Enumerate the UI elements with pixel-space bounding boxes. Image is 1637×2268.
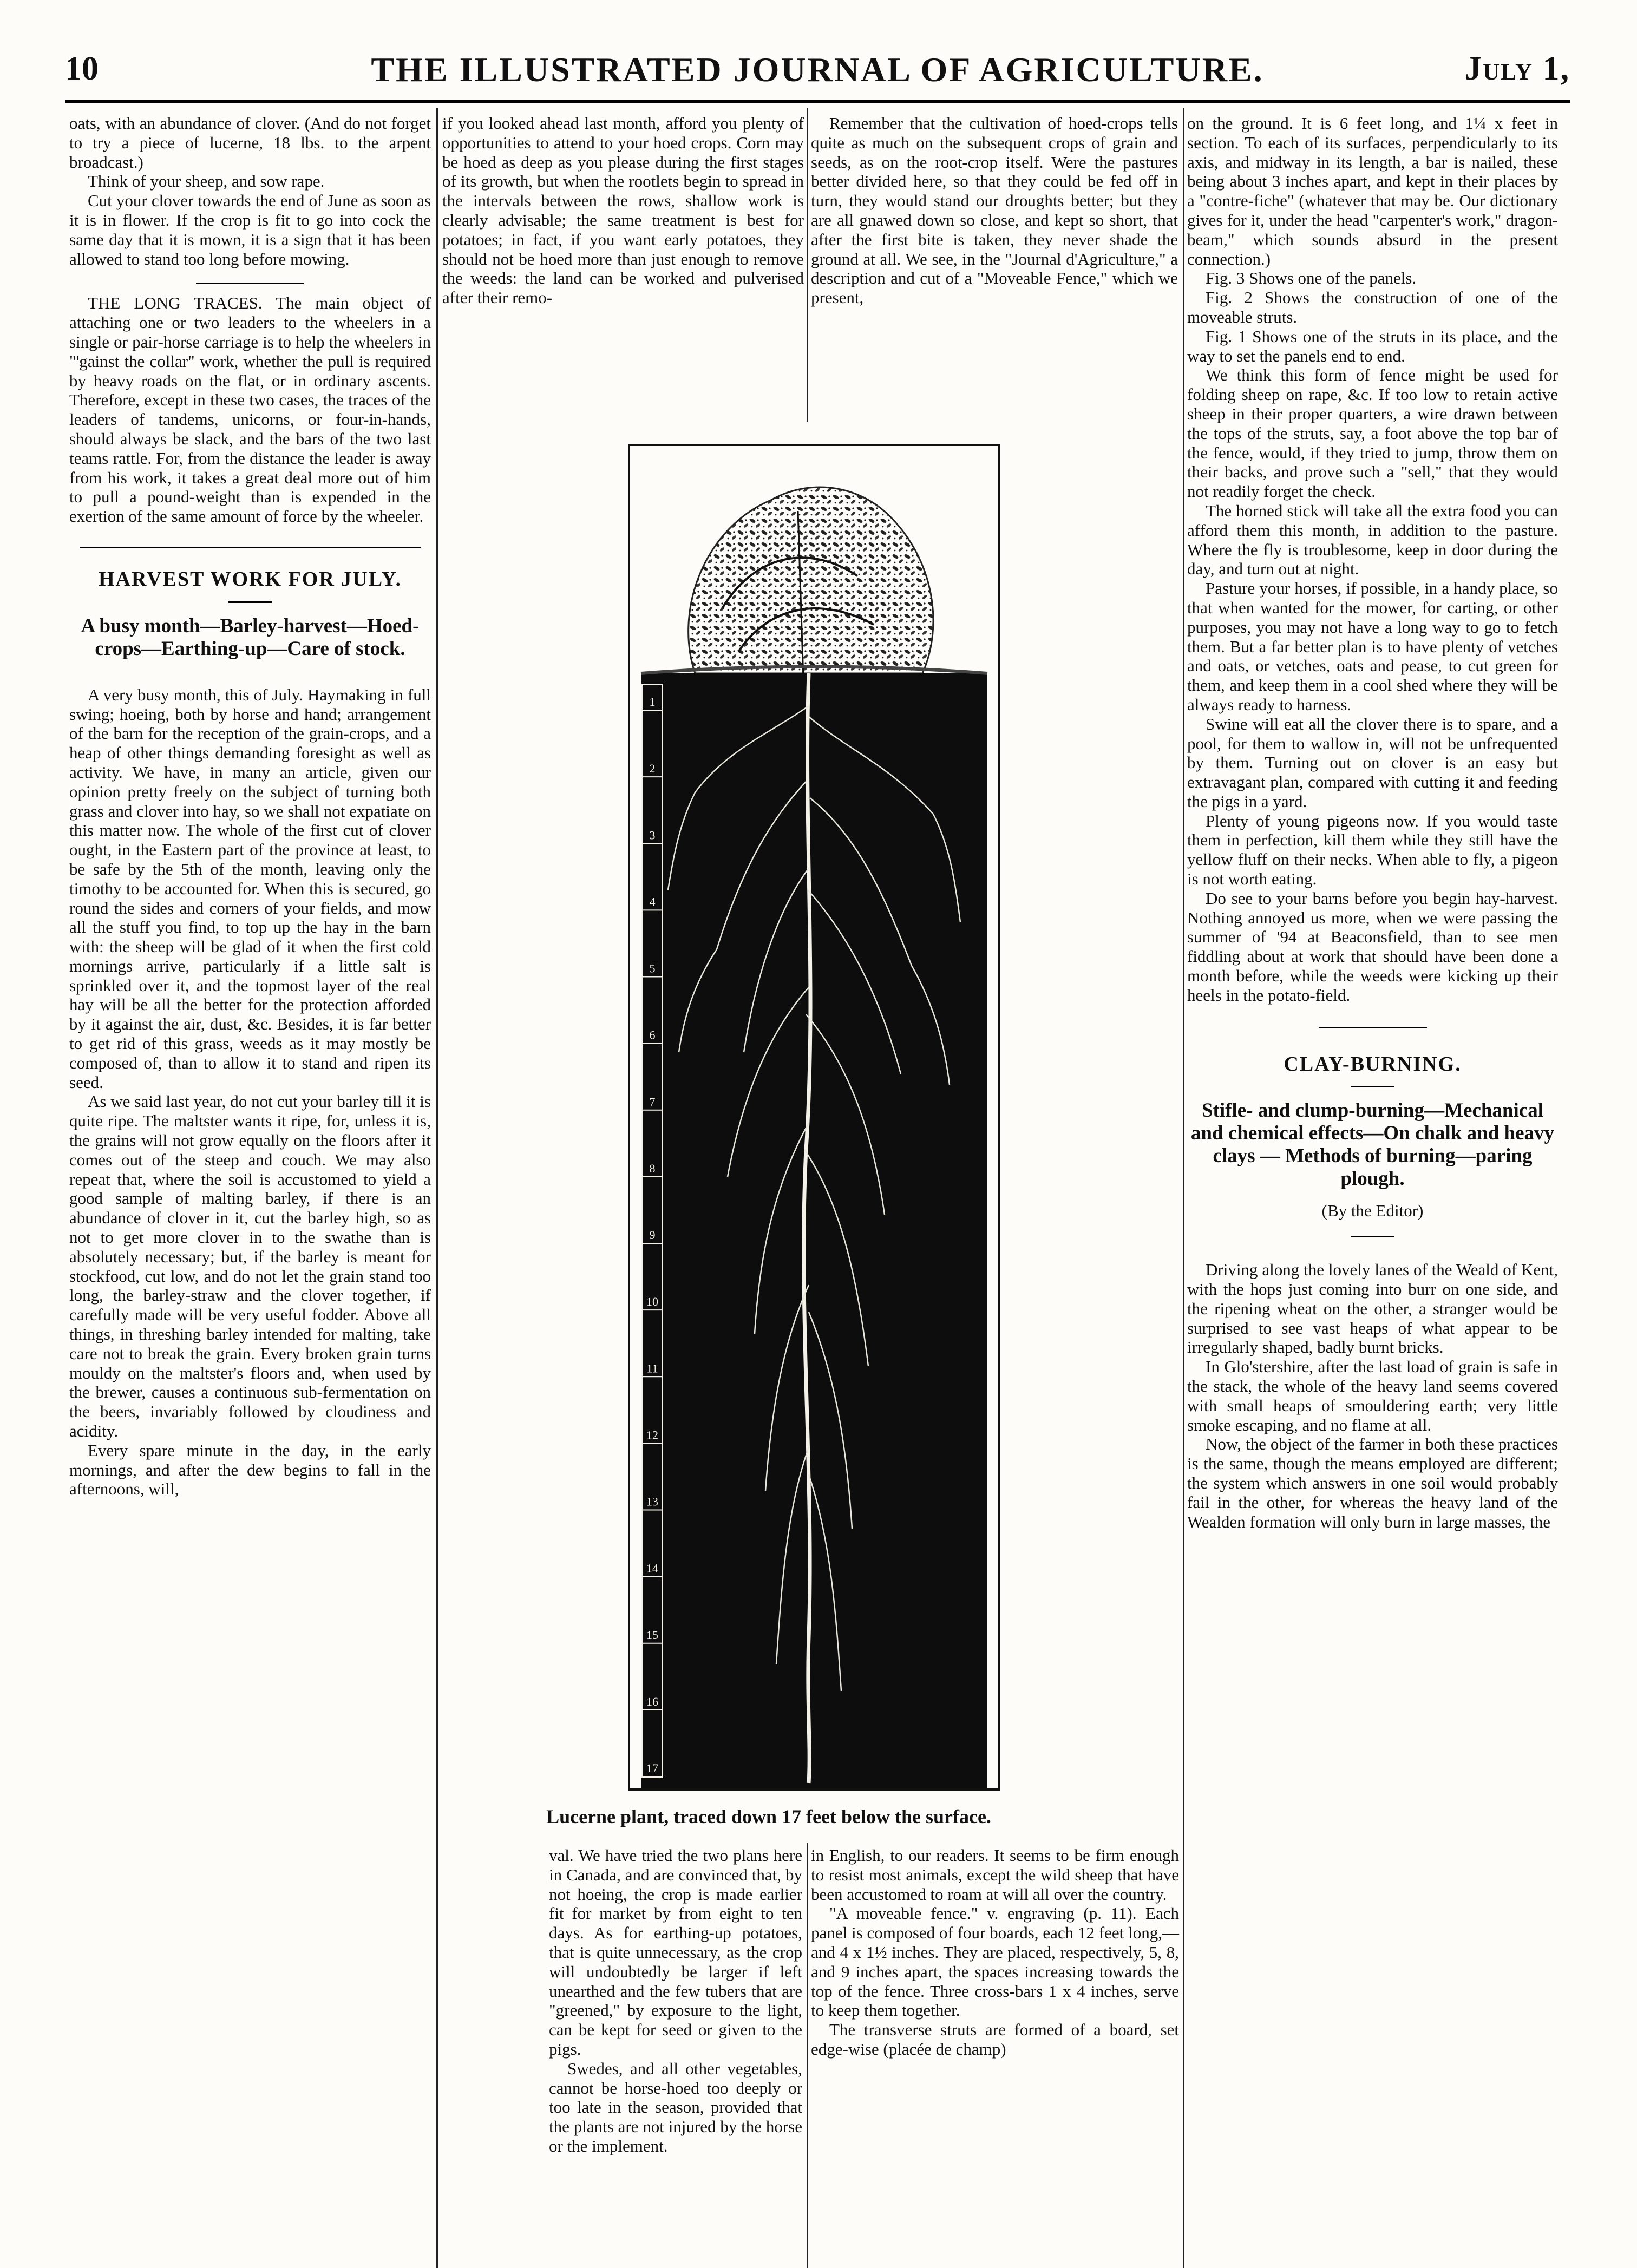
section-rule	[80, 547, 421, 548]
paragraph: Do see to your barns before you begin hay-harvest. Nothing annoyed us more, when we were passing the summer of '94 at Beaconsfield, than to see men fiddling about at work that should have been done a month before, while the weeds were kicking up their heels in the potato-field.	[1187, 888, 1558, 1005]
paragraph: on the ground. It is 6 feet long, and 1¼ x feet in section. To each of its surfaces, perpendicularly to its axis, and midway in its length, a bar is nailed, these being about 3 inches apart, and kept in their places by a "contre-fiche" (whatever that may be. Our dictionary gives for it, under the head "carpenter's work," dragon-beam," which sounds absurd in the present connection.)	[1187, 114, 1558, 268]
paragraph: if you looked ahead last month, afford you plenty of opportunities to attend to your hoed crops. Corn may be hoed as deep as you please during the first stages of its growth, but when the rootlets begin to spread in the intervals between the rows, shallow work is clearly advisable; the same treatment is best for potatoes; in fact, if you want early potatoes, they should not be hoed more than just enough to remove the weeds: the land can be worked and pulverised after their remo-	[442, 114, 804, 307]
column-rule-3	[1183, 108, 1184, 2268]
lucerne-illustration	[628, 444, 1000, 1791]
paragraph: In Glo'stershire, after the last load of grain is safe in the stack, the whole of the heavy land seems covered with small heaps of smouldering earth; very little smoke escaping, and no flame at all.	[1187, 1357, 1558, 1434]
paragraph: Fig. 2 Shows the construction of one of the moveable struts.	[1187, 288, 1558, 326]
scale-label: 2	[649, 762, 656, 776]
scale-label: 15	[646, 1628, 658, 1642]
paragraph: "A moveable fence." v. engraving (p. 11). Each panel is composed of four boards, each 12 feet long,—and 4 x 1½ inches. They are placed, respectively, 5, 8, and 9 inches apart, the spaces increasing towards the top of the fence. Three cross-bars 1 x 4 inches, serve to keep them together.	[811, 1904, 1179, 2020]
paragraph: Driving along the lovely lanes of the Weald of Kent, with the hops just coming into burr on one side, and the ripening wheat on the other, a stranger would be surprised to see vast heaps of what appear to be irregularly shaped, badly burnt bricks.	[1187, 1260, 1558, 1357]
scale-label: 6	[649, 1028, 656, 1042]
paragraph: We think this form of fence might be used for folding sheep on rape, &c. If too low to retain active sheep in their proper quarters, a wire drawn between the tops of the struts, say, a foot above the top bar of the fence, would, if they tried to jump, throw them on their backs, and prove such a "sell," that they would not readily forget the check.	[1187, 365, 1558, 501]
column-rule-1	[436, 108, 438, 2268]
scale-label: 3	[649, 828, 656, 842]
scale-label: 11	[646, 1361, 658, 1375]
paragraph: The horned stick will take all the extra food you can afford them this month, in addition to the pasture. Where the fly is troublesome, keep in door during the day, and turn out at night.	[1187, 501, 1558, 579]
paragraph: Pasture your horses, if possible, in a handy place, so that when wanted for the mower, for carting, or other purposes, you may not have a long way to go to fetch them. But a far better plan is to have plenty of vetches and oats, or vetches, oats and pease, to cut green for them, and keep them in a cool shed where they will be always ready to harness.	[1187, 579, 1558, 714]
lucerne-plant-engraving	[630, 446, 998, 1788]
scale-label: 9	[649, 1228, 656, 1242]
scale-label: 17	[646, 1761, 658, 1775]
paragraph: Think of your sheep, and sow rape.	[88, 172, 325, 191]
paragraph: Now, the object of the farmer in both these practices is the same, though the means employed are different; the system which answers in one soil would probably fail in the other, for whereas the heavy land of the Wealden formation will only burn in large masses, the	[1187, 1434, 1558, 1531]
long-traces-label: THE LONG TRACES.	[88, 293, 263, 313]
column-rule-2-bottom	[807, 1843, 808, 2268]
scale-label: 14	[646, 1561, 658, 1575]
scale-label: 4	[649, 895, 656, 909]
paragraph: Cut your clover towards the end of June as soon as it is in flower. If the crop is fit to go into cock the same day that it is mown, it is a sign that it has been allowed to stand too long before mowing.	[69, 191, 431, 268]
scale-label: 12	[646, 1428, 658, 1442]
column-rule-2-top	[807, 108, 808, 422]
column-2-bottom	[549, 1846, 802, 2156]
paragraph: Plenty of young pigeons now. If you would taste them in perfection, kill them while they still have the yellow fluff on their necks. When able to fly, a pigeon is not worth eating.	[1187, 811, 1558, 889]
section-separator	[1319, 1027, 1427, 1028]
paragraph: Every spare minute in the day, in the early mornings, and after the dew begins to fall in the afternoons, will,	[69, 1440, 431, 1499]
issue-date: July 1,	[1465, 50, 1570, 87]
long-traces-text: The main object of attaching one or two leaders to the wheelers in a single or pair-horse carriage is to help the wheelers in "'gainst the collar" work, whether the pull is required by heavy roads on the flat, or in ordinary ascents. Therefore, except in these two cases, the traces of the leaders of tandems, unicorns, or four-in-hands, should always be slack, and the bars of the two last teams rattle. For, from the distance the leader is away from his work, it takes a great deal more out of him to pull a pound-weight than is expended in the exertion of the same amount of force by the wheeler.	[69, 293, 431, 526]
paragraph: A very busy month, this of July. Haymaking in full swing; hoeing, both by horse and hand; arrangement of the barn for the reception of the grain-crops, and a heap of other things demanding foresight as well as activity. We have, in many an article, given our opinion pretty freely on the subject of turning both grass and clover into hay, so we shall not expatiate on this matter now. The whole of the first cut of clover ought, in the Eastern part of the province at least, to be safe by the 5th of the month, leaving only the timothy to be accounted for. When this is secured, go round the sides and corners of your fields, and mow all the stuff you find, to top up the hay in the barn with: the sheep will be glad of it when the first cold mornings arrive, particularly if a little salt is sprinkled over it, and the topmost layer of the real hay will be all the better for the protection afforded by it against the air, dust, &c. Besides, it is far better to get rid of this grass, weeds as it may mostly be composed of, than to allow it to stand and ripen its seed.	[69, 685, 431, 1092]
paragraph: Swedes, and all other vegetables, cannot be horse-hoed too deeply or too late in the season, provided that the plants are not injured by the horse or the implement.	[549, 2059, 802, 2155]
page-number: 10	[65, 50, 99, 87]
paragraph: As we said last year, do not cut your barley till it is quite ripe. The maltster wants it ripe, for, unless it is, the grains will not grow equally on the floors after it comes out of the steep and couch. We may also repeat that, where the soil is accustomed to yield a good sample of malting barley, if there is an abundance of clover in it, cut the barley high, so as not to get more clover in to the swathe than is absolutely necessary; but, if the barley is meant for stockfood, cut low, and do not let the grain stand too long, the barley-straw and the clover together, if carefully made will be very useful fodder. Above all things, in threshing barley intended for malting, take care not to break the grain. Every broken grain turns mouldy on the maltster's floors and, when used by the brewer, causes a continuous sub-fermentation on the beers, invariably followed by cloudiness and acidity.	[69, 1092, 431, 1441]
scale-label: 13	[646, 1494, 658, 1509]
column-1-top	[69, 114, 431, 1499]
scale-label: 16	[646, 1694, 658, 1708]
clay-heading: CLAY-BURNING.	[1284, 1052, 1462, 1076]
paragraph: in English, to our readers. It seems to be firm enough to resist most animals, except the wild sheep that have been accustomed to roam at will all over the country.	[811, 1846, 1179, 1904]
paragraph: oats, with an abundance of clover. (And do not forget to try a piece of lucerne, 18 lbs. to the arpent broadcast.)	[69, 114, 431, 172]
scale-label: 1	[649, 695, 656, 709]
header-rule	[65, 100, 1570, 103]
column-4	[1187, 114, 1558, 1531]
paragraph: val. We have tried the two plans here in Canada, and are convinced that, by not hoeing, the crop is made earlier fit for market by from eight to ten days. As for earthing-up potatoes, that is quite unnecessary, as the crop will undoubtedly be larger if left unearthed and the few tubers that are "greened," by exposure to the light, can be kept for seed or given to the pigs.	[549, 1846, 802, 2059]
scale-label: 7	[649, 1094, 656, 1109]
scale-label: 5	[649, 961, 656, 975]
heading-rule	[228, 601, 272, 603]
section-separator	[196, 283, 304, 284]
clay-byline: (By the Editor)	[1321, 1201, 1424, 1221]
harvest-heading: HARVEST WORK FOR JULY.	[98, 567, 402, 591]
harvest-subhead: A busy month—Barley-harvest—Hoed-crops—Earthing-up—Care of stock.	[81, 614, 420, 660]
heading-rule	[1351, 1086, 1394, 1087]
figure-caption: Lucerne plant, traced down 17 feet below the surface.	[546, 1806, 991, 1827]
paragraph: Fig. 1 Shows one of the struts in its place, and the way to set the panels end to end.	[1187, 326, 1558, 365]
byline-rule	[1351, 1236, 1394, 1237]
journal-title: THE ILLUSTRATED JOURNAL OF AGRICULTURE.	[371, 50, 1264, 89]
column-3-top	[811, 114, 1178, 307]
clay-subhead: Stifle- and clump-burning—Mechanical and chemical effects—On chalk and heavy clays — Methods of burning—paring plough.	[1190, 1099, 1555, 1190]
paragraph: Swine will eat all the clover there is to spare, and a pool, for them to wallow in, will not be unfrequented by them. Turning out on clover is an easy but extravagant plan, compared with cutting it and feeding the pigs in a yard.	[1187, 714, 1558, 811]
paragraph: Remember that the cultivation of hoed-crops tells quite as much on the subsequent crops of grain and seeds, as on the root-crop itself. Were the pastures better divided here, so that they could be fed off in turn, they would stand our droughts better; but they are all gnawed down so close, and kept so short, that after the first bite is taken, they never shade the ground at all. We see, in the "Journal d'Agriculture," a description and cut of a "Moveable Fence," which we present,	[811, 114, 1178, 307]
paragraph: Fig. 3 Shows one of the panels.	[1206, 268, 1417, 288]
scale-label: 8	[649, 1161, 656, 1175]
scale-label: 10	[646, 1295, 658, 1309]
column-3-bottom	[811, 1846, 1179, 2059]
paragraph: The transverse struts are formed of a board, set edge-wise (placée de champ)	[811, 2020, 1179, 2059]
long-traces-paragraph	[69, 293, 431, 526]
column-2-top	[442, 114, 804, 307]
page-header	[65, 50, 1570, 99]
